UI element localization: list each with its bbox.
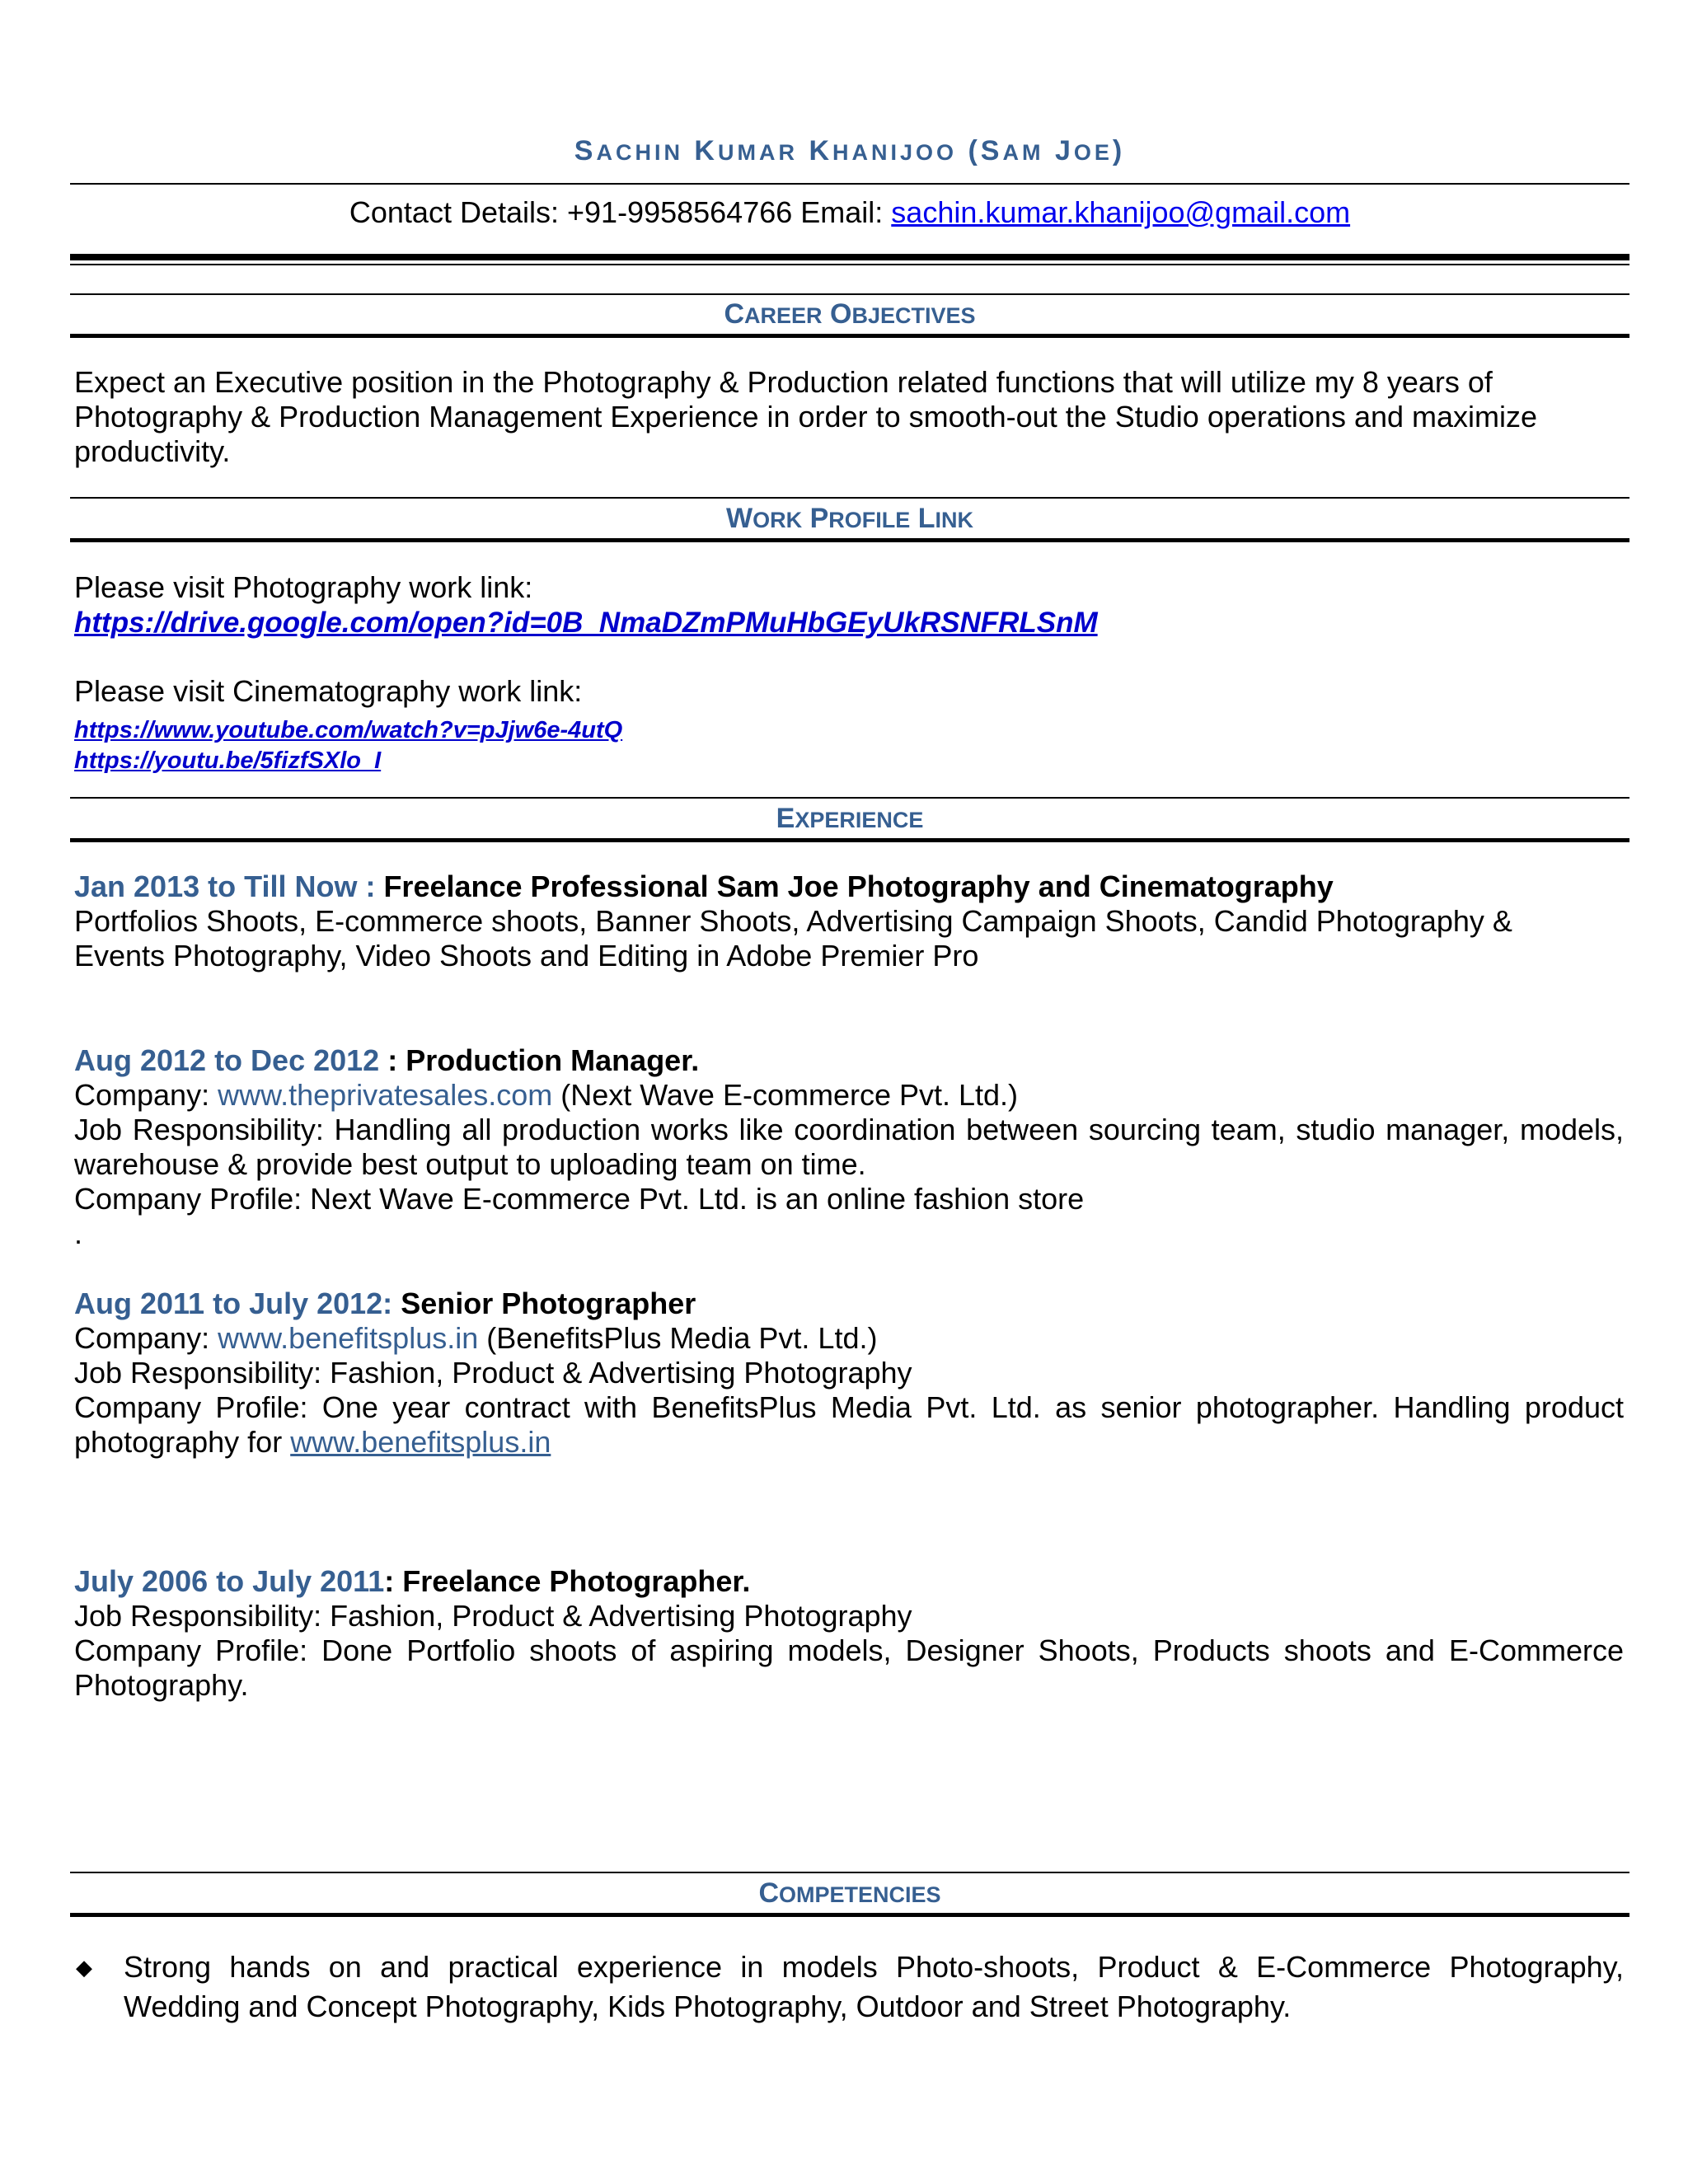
section-rule-bottom (70, 838, 1629, 842)
contact-label: Contact Details: +91-9958564766 Email: (349, 195, 892, 229)
cinematography-work-label: Please visit Cinematography work link: (74, 674, 583, 708)
job-entry-senior-photographer: Aug 2011 to July 2012: Senior Photographer Company: www.benefitsplus.in (BenefitsPlus Media Pvt. Ltd.) Job Responsibility: Fashion, Product & Advertising Photography Company Profile: One year contract with BenefitsPlus Media Pvt. Ltd. as senior photographer. Handling product photography for www.benefitsplus.in (74, 1286, 1624, 1459)
header-divider-thin-2 (70, 264, 1629, 265)
section-rule-top (70, 797, 1629, 799)
section-rule-top (70, 293, 1629, 295)
section-title-career-objectives: CAREER OBJECTIVES (724, 298, 976, 330)
section-rule-bottom (70, 1913, 1629, 1917)
job-entry-freelance-professional: Jan 2013 to Till Now : Freelance Professional Sam Joe Photography and Cinematography Portfolios Shoots, E-commerce shoots, Banner Shoots, Advertising Campaign Shoots, Candid Photography & Events Photography, Video Shoots and Editing in Adobe Premier Pro (74, 869, 1624, 973)
section-title-work-profile-link: WORK PROFILE LINK (726, 503, 973, 534)
cinematography-link-row-1 (74, 710, 1624, 745)
email-link[interactable]: sachin.kumar.khanijoo@gmail.com (891, 195, 1351, 229)
section-title-experience: EXPERIENCE (776, 803, 924, 834)
job-heading: Aug 2011 to July 2012: Senior Photographer (74, 1286, 696, 1320)
job-heading: Jan 2013 to Till Now : Freelance Professional Sam Joe Photography and Cinematography (74, 869, 1334, 903)
candidate-name: SACHIN KUMAR KHANIJOO (SAM JOE) (574, 135, 1126, 166)
job-heading: July 2006 to July 2011: Freelance Photographer. (74, 1564, 751, 1598)
photography-work-label: Please visit Photography work link: (74, 570, 533, 604)
competency-item: Strong hands on and practical experience in models Photo-shoots, Product & E-Commerce Photography, Wedding and Concept Photography, Kids Photography, Outdoor and Street Photography. (124, 1950, 1624, 2023)
job-heading: Aug 2012 to Dec 2012 : Production Manager. (74, 1043, 700, 1077)
cinematography-link-youtube[interactable]: https://www.youtube.com/watch?v=pJjw6e-4utQ (74, 717, 623, 743)
job-entry-freelance-photographer: July 2006 to July 2011: Freelance Photographer. Job Responsibility: Fashion, Product & Advertising Photography Company Profile: Done Portfolio shoots of aspiring models, Designer Shoots, Products shoots and E-Commerce Photography. (74, 1564, 1624, 1702)
company-url[interactable]: www.theprivatesales.com (218, 1078, 553, 1112)
photography-link-row (74, 605, 1624, 640)
header-divider-thin (70, 183, 1629, 185)
photography-work-link[interactable]: https://drive.google.com/open?id=0B_NmaDZmPMuHbGEyUkRSNFRLSnM (74, 607, 1098, 639)
section-rule-bottom (70, 538, 1629, 542)
section-rule-top (70, 1872, 1629, 1873)
section-rule-top (70, 497, 1629, 499)
contact-details (70, 195, 1629, 230)
company-profile-link[interactable]: www.benefitsplus.in (290, 1425, 551, 1459)
cinematography-link-row-2 (74, 741, 1624, 776)
career-objective-text: Expect an Executive position in the Photography & Production related functions that will utilize my 8 years of Photography & Production Management Experience in order to smooth-out the Studio operations and maximize productivity. (74, 365, 1538, 468)
job-entry-production-manager: Aug 2012 to Dec 2012 : Production Manager. Company: www.theprivatesales.com (Next Wave E-commerce Pvt. Ltd.) Job Responsibility: Handling all production works like coordination between sourcing team, studio manager, models, warehouse & provide best output to uploading team on time. Company Profile: Next Wave E-commerce Pvt. Ltd. is an online fashion store . (74, 1043, 1624, 1250)
diamond-bullet-icon: ◆ (76, 1955, 92, 1980)
section-title-competencies: COMPETENCIES (758, 1877, 941, 1909)
section-rule-bottom (70, 334, 1629, 338)
cinematography-link-youtu-be[interactable]: https://youtu.be/5fizfSXlo_I (74, 748, 382, 774)
header-divider-thick (70, 254, 1629, 260)
company-url[interactable]: www.benefitsplus.in (218, 1321, 479, 1355)
